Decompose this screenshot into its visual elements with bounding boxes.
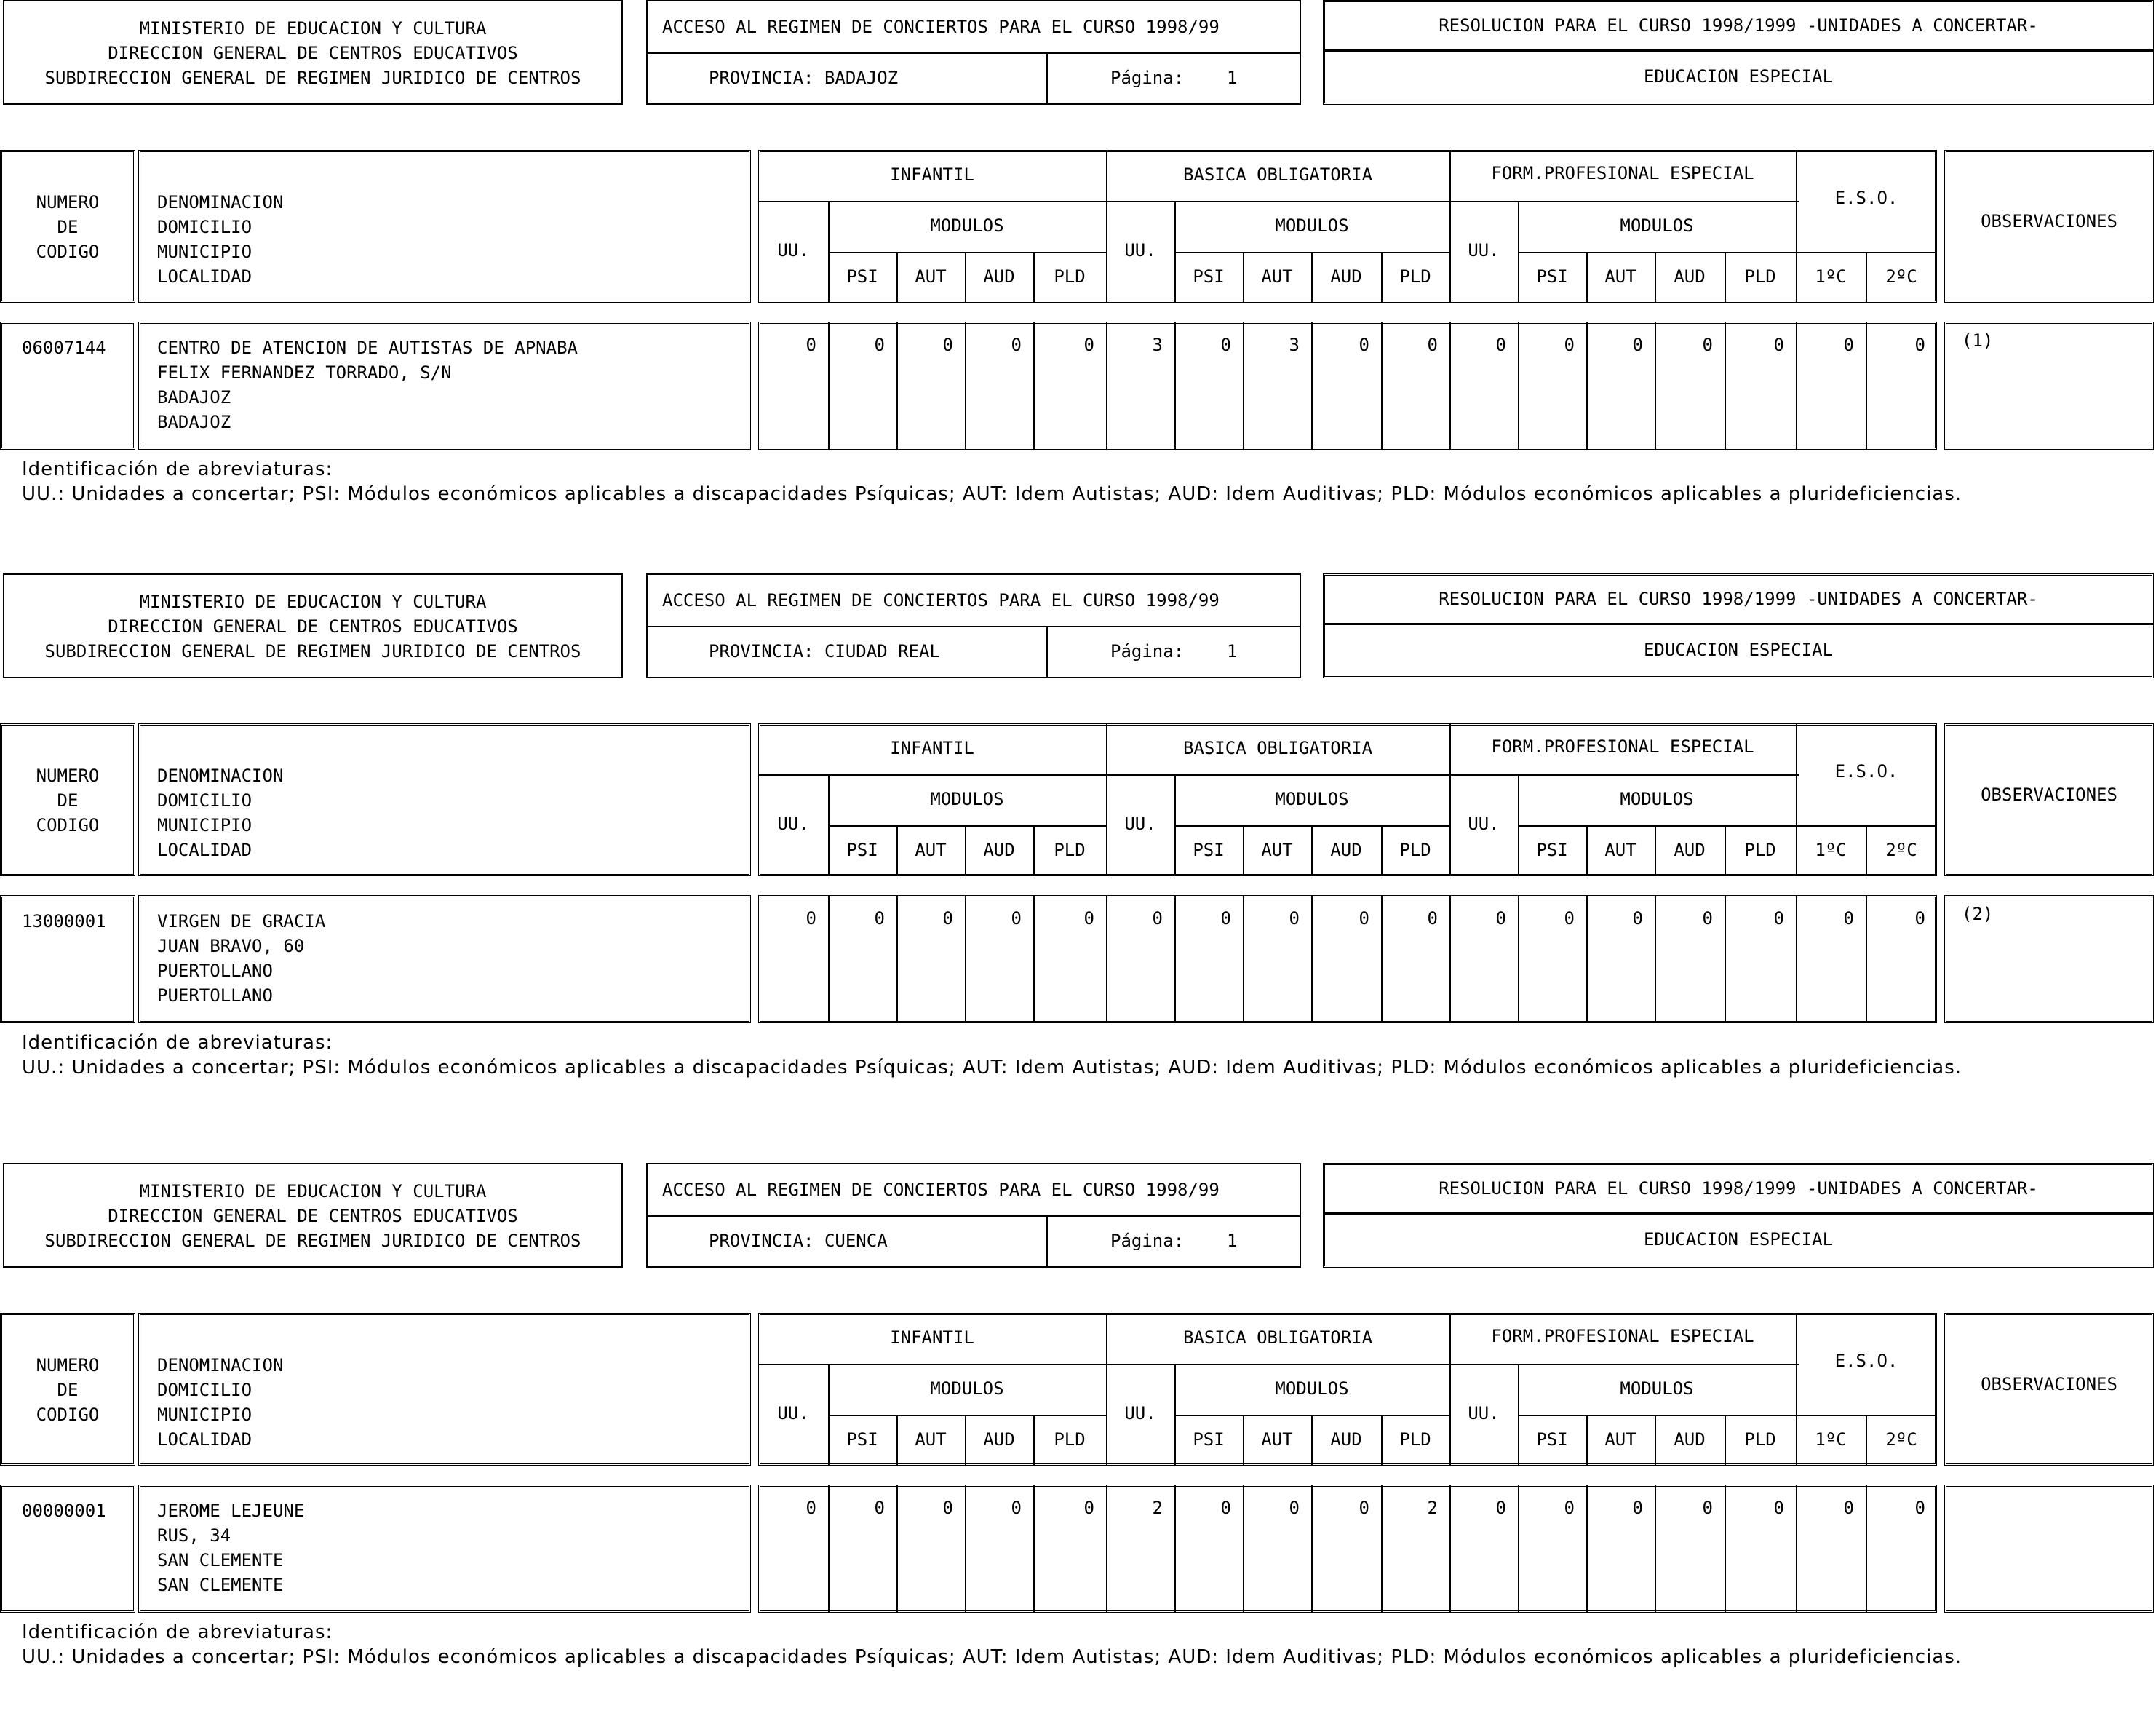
header-modulos: MODULOS bbox=[930, 215, 1004, 236]
value-cell: 0 bbox=[1564, 335, 1575, 355]
header-aut: AUT bbox=[1261, 840, 1293, 860]
header-modulos: MODULOS bbox=[1275, 215, 1349, 236]
header-pld: PLD bbox=[1054, 840, 1086, 860]
header-municipio: MUNICIPIO bbox=[157, 1405, 252, 1425]
header-infantil: INFANTIL bbox=[890, 1327, 974, 1348]
header-codigo-3: CODIGO bbox=[36, 1405, 100, 1425]
codigo-value: 00000001 bbox=[22, 1501, 106, 1521]
header-modulos: MODULOS bbox=[1620, 789, 1694, 809]
domicilio-value: RUS, 34 bbox=[157, 1525, 231, 1546]
header-domicilio: DOMICILIO bbox=[157, 217, 252, 237]
header-codigo-1: NUMERO bbox=[36, 192, 100, 212]
header-eso-1c: 1ºC bbox=[1815, 266, 1847, 287]
value-cell: 0 bbox=[1914, 908, 1925, 929]
value-cell: 0 bbox=[874, 1498, 885, 1518]
header-municipio: MUNICIPIO bbox=[157, 242, 252, 262]
page-number: 1 bbox=[1227, 641, 1238, 662]
value-cell: 0 bbox=[1843, 908, 1854, 929]
header-uu: UU. bbox=[1124, 1403, 1156, 1423]
observaciones-value: (2) bbox=[1962, 904, 1994, 924]
header-aud: AUD bbox=[1330, 266, 1362, 287]
localidad-value: BADAJOZ bbox=[157, 412, 231, 432]
value-cell: 0 bbox=[942, 908, 953, 929]
header-basica-obligatoria: BASICA OBLIGATORIA bbox=[1182, 164, 1373, 185]
provincia-label: PROVINCIA: BADAJOZ bbox=[709, 68, 899, 88]
header-aut: AUT bbox=[915, 840, 947, 860]
header-psi: PSI bbox=[1536, 266, 1568, 287]
header-psi: PSI bbox=[1193, 266, 1225, 287]
header-codigo-1: NUMERO bbox=[36, 766, 100, 786]
value-cell: 0 bbox=[874, 335, 885, 355]
value-cell: 0 bbox=[1773, 1498, 1784, 1518]
ministry-line-2: DIRECCION GENERAL DE CENTROS EDUCATIVOS bbox=[108, 1206, 518, 1226]
value-cell: 0 bbox=[1495, 1498, 1506, 1518]
header-pld: PLD bbox=[1054, 1429, 1086, 1450]
header-modulos: MODULOS bbox=[1620, 1378, 1694, 1399]
value-cell: 0 bbox=[1632, 335, 1643, 355]
value-cell: 0 bbox=[1564, 908, 1575, 929]
header-uu: UU. bbox=[1468, 1403, 1500, 1423]
value-cell: 0 bbox=[805, 335, 816, 355]
value-cell: 0 bbox=[1011, 1498, 1022, 1518]
ministry-line-1: MINISTERIO DE EDUCACION Y CULTURA bbox=[139, 592, 487, 612]
header-codigo-2: DE bbox=[57, 217, 79, 237]
footnote-title: Identificación de abreviaturas: bbox=[22, 1032, 333, 1054]
header-uu: UU. bbox=[1124, 240, 1156, 261]
header-aut: AUT bbox=[1604, 840, 1636, 860]
provincia-label: PROVINCIA: CUENCA bbox=[709, 1231, 888, 1251]
value-cell: 0 bbox=[1359, 1498, 1369, 1518]
provincia-label: PROVINCIA: CIUDAD REAL bbox=[709, 641, 940, 662]
observaciones-cell bbox=[1944, 1485, 2154, 1613]
header-psi: PSI bbox=[1536, 1429, 1568, 1450]
header-aut: AUT bbox=[1261, 266, 1293, 287]
header-modulos: MODULOS bbox=[1275, 1378, 1349, 1399]
header-observaciones: OBSERVACIONES bbox=[1981, 1374, 2117, 1394]
header-denominacion: DENOMINACION bbox=[157, 1355, 284, 1375]
section-title: EDUCACION ESPECIAL bbox=[1643, 66, 1834, 87]
header-aud: AUD bbox=[1330, 1429, 1362, 1450]
codigo-value: 13000001 bbox=[22, 911, 106, 932]
value-cell: 0 bbox=[1773, 335, 1784, 355]
header-localidad: LOCALIDAD bbox=[157, 266, 252, 287]
access-title: ACCESO AL REGIMEN DE CONCIERTOS PARA EL CURSO 1998/99 bbox=[662, 590, 1220, 611]
page-number: 1 bbox=[1227, 1231, 1238, 1251]
header-eso: E.S.O. bbox=[1834, 1351, 1898, 1371]
footnote-title: Identificación de abreviaturas: bbox=[22, 458, 333, 480]
value-cell: 3 bbox=[1152, 335, 1163, 355]
header-form-profesional-especial: FORM.PROFESIONAL ESPECIAL bbox=[1491, 1326, 1754, 1346]
ministry-line-1: MINISTERIO DE EDUCACION Y CULTURA bbox=[139, 18, 487, 39]
domicilio-value: FELIX FERNANDEZ TORRADO, S/N bbox=[157, 362, 452, 383]
header-uu: UU. bbox=[777, 240, 809, 261]
access-title: ACCESO AL REGIMEN DE CONCIERTOS PARA EL CURSO 1998/99 bbox=[662, 17, 1220, 37]
header-eso-2c: 2ºC bbox=[1885, 266, 1917, 287]
header-uu: UU. bbox=[1468, 240, 1500, 261]
header-infantil: INFANTIL bbox=[890, 738, 974, 758]
header-eso-1c: 1ºC bbox=[1815, 1429, 1847, 1450]
document-section-2 bbox=[0, 573, 2156, 1127]
header-psi: PSI bbox=[1536, 840, 1568, 860]
value-cell: 0 bbox=[1083, 335, 1094, 355]
header-codigo-1: NUMERO bbox=[36, 1355, 100, 1375]
header-denominacion: DENOMINACION bbox=[157, 192, 284, 212]
value-cell: 0 bbox=[1083, 1498, 1094, 1518]
footnote-text: UU.: Unidades a concertar; PSI: Módulos económicos aplicables a discapacidades Psíquicas; AUT: Idem Autistas; AUD: Idem Auditivas; PLD: Módulos económicos aplicables a pluridefiсiencias. bbox=[22, 1057, 1962, 1079]
value-cell: 2 bbox=[1427, 1498, 1438, 1518]
header-psi: PSI bbox=[1193, 1429, 1225, 1450]
value-cell: 0 bbox=[1289, 908, 1300, 929]
value-cell: 0 bbox=[805, 908, 816, 929]
value-cell: 0 bbox=[1289, 1498, 1300, 1518]
header-psi: PSI bbox=[1193, 840, 1225, 860]
header-domicilio: DOMICILIO bbox=[157, 1380, 252, 1400]
value-cell: 0 bbox=[1914, 335, 1925, 355]
ministry-line-2: DIRECCION GENERAL DE CENTROS EDUCATIVOS bbox=[108, 43, 518, 63]
resolution-title: RESOLUCION PARA EL CURSO 1998/1999 -UNIDADES A CONCERTAR- bbox=[1439, 15, 2038, 36]
localidad-value: SAN CLEMENTE bbox=[157, 1575, 284, 1595]
codigo-value: 06007144 bbox=[22, 338, 106, 358]
header-codigo-2: DE bbox=[57, 1380, 79, 1400]
footnote-title: Identificación de abreviaturas: bbox=[22, 1621, 333, 1643]
section-title: EDUCACION ESPECIAL bbox=[1643, 640, 1834, 660]
value-cell: 0 bbox=[1914, 1498, 1925, 1518]
header-eso: E.S.O. bbox=[1834, 761, 1898, 782]
header-psi: PSI bbox=[846, 1429, 878, 1450]
header-aut: AUT bbox=[915, 266, 947, 287]
observaciones-value: (1) bbox=[1962, 330, 1994, 351]
page-label: Página: bbox=[1110, 68, 1185, 88]
ministry-line-3: SUBDIRECCION GENERAL DE REGIMEN JURIDICO DE CENTROS bbox=[44, 1231, 581, 1251]
header-form-profesional-especial: FORM.PROFESIONAL ESPECIAL bbox=[1491, 736, 1754, 757]
section-title: EDUCACION ESPECIAL bbox=[1643, 1229, 1834, 1250]
header-codigo-3: CODIGO bbox=[36, 815, 100, 835]
value-cell: 0 bbox=[1773, 908, 1784, 929]
denominacion-value: JEROME LEJEUNE bbox=[157, 1501, 305, 1521]
header-psi: PSI bbox=[846, 266, 878, 287]
header-pld: PLD bbox=[1744, 840, 1776, 860]
header-aud: AUD bbox=[1674, 1429, 1706, 1450]
footnote-text: UU.: Unidades a concertar; PSI: Módulos económicos aplicables a discapacidades Psíquicas; AUT: Idem Autistas; AUD: Idem Auditivas; PLD: Módulos económicos aplicables a pluridefiсiencias. bbox=[22, 1646, 1962, 1668]
ministry-line-2: DIRECCION GENERAL DE CENTROS EDUCATIVOS bbox=[108, 616, 518, 637]
value-cell: 0 bbox=[1359, 908, 1369, 929]
header-uu: UU. bbox=[777, 814, 809, 834]
header-basica-obligatoria: BASICA OBLIGATORIA bbox=[1182, 1327, 1373, 1348]
header-aud: AUD bbox=[1674, 266, 1706, 287]
header-eso-1c: 1ºC bbox=[1815, 840, 1847, 860]
footnote-text: UU.: Unidades a concertar; PSI: Módulos económicos aplicables a discapacidades Psíquicas; AUT: Idem Autistas; AUD: Idem Auditivas; PLD: Módulos económicos aplicables a pluridefiсiencias. bbox=[22, 483, 1962, 505]
value-cell: 0 bbox=[1359, 335, 1369, 355]
value-cell: 0 bbox=[1220, 1498, 1231, 1518]
header-denominacion: DENOMINACION bbox=[157, 766, 284, 786]
value-cell: 0 bbox=[1843, 1498, 1854, 1518]
ministry-line-1: MINISTERIO DE EDUCACION Y CULTURA bbox=[139, 1181, 487, 1201]
header-aud: AUD bbox=[983, 840, 1015, 860]
header-localidad: LOCALIDAD bbox=[157, 1429, 252, 1450]
resolution-title: RESOLUCION PARA EL CURSO 1998/1999 -UNIDADES A CONCERTAR- bbox=[1439, 589, 2038, 609]
value-cell: 0 bbox=[1702, 908, 1713, 929]
page-label: Página: bbox=[1110, 641, 1185, 662]
value-cell: 0 bbox=[874, 908, 885, 929]
value-cell: 0 bbox=[1632, 1498, 1643, 1518]
header-aut: AUT bbox=[1604, 266, 1636, 287]
ministry-line-3: SUBDIRECCION GENERAL DE REGIMEN JURIDICO DE CENTROS bbox=[44, 68, 581, 88]
value-cell: 0 bbox=[1427, 908, 1438, 929]
value-cell: 0 bbox=[1427, 335, 1438, 355]
header-codigo-2: DE bbox=[57, 790, 79, 811]
header-domicilio: DOMICILIO bbox=[157, 790, 252, 811]
ministry-line-3: SUBDIRECCION GENERAL DE REGIMEN JURIDICO DE CENTROS bbox=[44, 641, 581, 662]
header-aut: AUT bbox=[915, 1429, 947, 1450]
header-pld: PLD bbox=[1399, 266, 1431, 287]
access-title: ACCESO AL REGIMEN DE CONCIERTOS PARA EL CURSO 1998/99 bbox=[662, 1180, 1220, 1200]
value-cell: 0 bbox=[1011, 908, 1022, 929]
value-cell: 0 bbox=[805, 1498, 816, 1518]
denominacion-value: CENTRO DE ATENCION DE AUTISTAS DE APNABA bbox=[157, 338, 578, 358]
value-cell: 0 bbox=[1843, 335, 1854, 355]
header-pld: PLD bbox=[1744, 266, 1776, 287]
municipio-value: PUERTOLLANO bbox=[157, 961, 273, 981]
header-eso: E.S.O. bbox=[1834, 188, 1898, 208]
document-section-1 bbox=[0, 0, 2156, 553]
value-cell: 0 bbox=[942, 1498, 953, 1518]
value-cell: 0 bbox=[1632, 908, 1643, 929]
header-eso-2c: 2ºC bbox=[1885, 1429, 1917, 1450]
value-cell: 0 bbox=[1083, 908, 1094, 929]
denominacion-value: VIRGEN DE GRACIA bbox=[157, 911, 326, 932]
header-modulos: MODULOS bbox=[1620, 215, 1694, 236]
header-uu: UU. bbox=[1124, 814, 1156, 834]
municipio-value: BADAJOZ bbox=[157, 387, 231, 408]
domicilio-value: JUAN BRAVO, 60 bbox=[157, 936, 305, 956]
header-aud: AUD bbox=[983, 266, 1015, 287]
header-modulos: MODULOS bbox=[930, 1378, 1004, 1399]
municipio-value: SAN CLEMENTE bbox=[157, 1550, 284, 1570]
header-basica-obligatoria: BASICA OBLIGATORIA bbox=[1182, 738, 1373, 758]
header-psi: PSI bbox=[846, 840, 878, 860]
value-cell: 0 bbox=[1220, 335, 1231, 355]
header-uu: UU. bbox=[777, 1403, 809, 1423]
header-modulos: MODULOS bbox=[930, 789, 1004, 809]
value-cell: 2 bbox=[1152, 1498, 1163, 1518]
header-observaciones: OBSERVACIONES bbox=[1981, 211, 2117, 231]
header-eso-2c: 2ºC bbox=[1885, 840, 1917, 860]
header-form-profesional-especial: FORM.PROFESIONAL ESPECIAL bbox=[1491, 163, 1754, 183]
value-cell: 0 bbox=[1011, 335, 1022, 355]
header-aud: AUD bbox=[1674, 840, 1706, 860]
header-codigo-3: CODIGO bbox=[36, 242, 100, 262]
value-cell: 0 bbox=[1152, 908, 1163, 929]
header-modulos: MODULOS bbox=[1275, 789, 1349, 809]
value-cell: 3 bbox=[1289, 335, 1300, 355]
header-aut: AUT bbox=[1604, 1429, 1636, 1450]
value-cell: 0 bbox=[1702, 1498, 1713, 1518]
value-cell: 0 bbox=[1564, 1498, 1575, 1518]
page-label: Página: bbox=[1110, 1231, 1185, 1251]
value-cell: 0 bbox=[1495, 335, 1506, 355]
header-pld: PLD bbox=[1399, 1429, 1431, 1450]
header-uu: UU. bbox=[1468, 814, 1500, 834]
value-cell: 0 bbox=[1702, 335, 1713, 355]
header-pld: PLD bbox=[1744, 1429, 1776, 1450]
resolution-title: RESOLUCION PARA EL CURSO 1998/1999 -UNIDADES A CONCERTAR- bbox=[1439, 1178, 2038, 1199]
value-cell: 0 bbox=[942, 335, 953, 355]
header-municipio: MUNICIPIO bbox=[157, 815, 252, 835]
header-pld: PLD bbox=[1399, 840, 1431, 860]
localidad-value: PUERTOLLANO bbox=[157, 985, 273, 1006]
header-aud: AUD bbox=[983, 1429, 1015, 1450]
header-localidad: LOCALIDAD bbox=[157, 840, 252, 860]
value-cell: 0 bbox=[1220, 908, 1231, 929]
header-pld: PLD bbox=[1054, 266, 1086, 287]
header-aut: AUT bbox=[1261, 1429, 1293, 1450]
document-section-3 bbox=[0, 1163, 2156, 1716]
header-observaciones: OBSERVACIONES bbox=[1981, 784, 2117, 805]
page-number: 1 bbox=[1227, 68, 1238, 88]
value-cell: 0 bbox=[1495, 908, 1506, 929]
header-infantil: INFANTIL bbox=[890, 164, 974, 185]
header-aud: AUD bbox=[1330, 840, 1362, 860]
